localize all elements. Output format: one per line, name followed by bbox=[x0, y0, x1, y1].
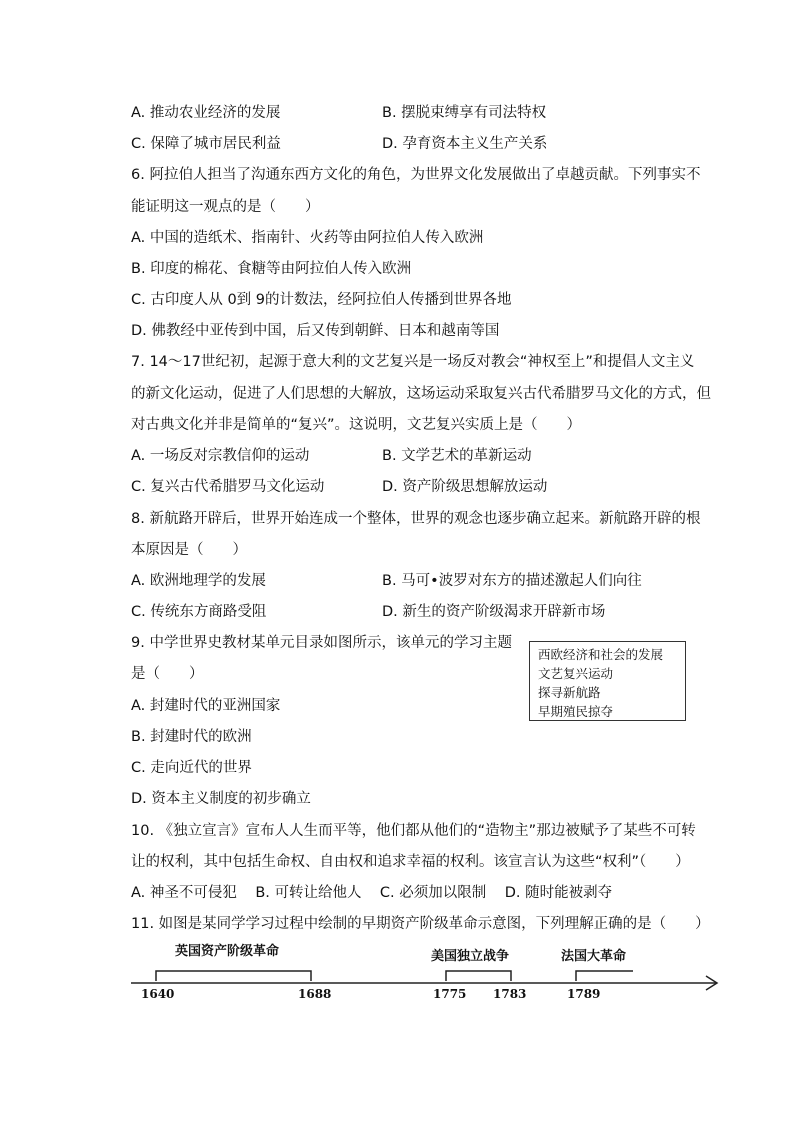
q7-option-d: D. 资产阶级思想解放运动 bbox=[382, 479, 548, 495]
q6-stem-line2: 能证明这一观点的是（ ） bbox=[131, 199, 320, 215]
american-war-bracket bbox=[446, 971, 511, 981]
q7-stem-line3: 对古典文化并非是简单的“复兴”。这说明，文艺复兴实质上是（ ） bbox=[131, 417, 582, 433]
q7-option-b: B. 文学艺术的革新运动 bbox=[382, 448, 532, 464]
q9-box-item: 早期殖民掠夺 bbox=[538, 704, 614, 719]
q9-box-item: 西欧经济和社会的发展 bbox=[538, 647, 664, 662]
q10-stem-line1: 10. 《独立宣言》宣布人人生而平等，他们都从他们的“造物主”那边被赋予了某些不可转 bbox=[131, 823, 696, 839]
q9-option-d: D. 资本主义制度的初步确立 bbox=[131, 791, 311, 807]
q8-option-c: C. 传统东方商路受阻 bbox=[131, 604, 267, 620]
q9-option-a: A. 封建时代的亚洲国家 bbox=[131, 698, 281, 714]
q5-option-d: D. 孕育资本主义生产关系 bbox=[382, 136, 548, 152]
year-1640: 1640 bbox=[141, 987, 175, 1001]
q6-option-c: C. 古印度人从 0到 9的计数法，经阿拉伯人传播到世界各地 bbox=[131, 292, 512, 308]
q9-option-b: B. 封建时代的欧洲 bbox=[131, 729, 252, 745]
q8-option-a: A. 欧洲地理学的发展 bbox=[131, 573, 266, 589]
year-1688: 1688 bbox=[298, 987, 332, 1001]
english-revolution-label: 英国资产阶级革命 bbox=[175, 944, 280, 959]
q6-option-d: D. 佛教经中亚传到中国，后又传到朝鲜、日本和越南等国 bbox=[131, 323, 500, 339]
revolution-timeline bbox=[131, 935, 731, 1015]
french-revolution-bracket bbox=[576, 971, 633, 981]
q9-contents-box bbox=[529, 641, 686, 721]
q5-option-a: A. 推动农业经济的发展 bbox=[131, 105, 281, 121]
q9-stem-line2: 是（ ） bbox=[131, 666, 204, 682]
year-1789: 1789 bbox=[567, 987, 601, 1001]
q8-option-b: B. 马可•波罗对东方的描述激起人们向往 bbox=[382, 573, 642, 589]
french-revolution-label: 法国大革命 bbox=[561, 949, 627, 964]
q8-stem-line2: 本原因是（ ） bbox=[131, 542, 247, 558]
year-1775: 1775 bbox=[433, 987, 467, 1001]
american-war-label: 美国独立战争 bbox=[431, 949, 510, 964]
q6-stem-line1: 6. 阿拉伯人担当了沟通东西方文化的角色，为世界文化发展做出了卓越贡献。下列事实不 bbox=[131, 167, 701, 183]
q7-stem-line2: 的新文化运动，促进了人们思想的大解放，这场运动采取复兴古代希腊罗马文化的方式，但 bbox=[131, 386, 711, 402]
q11-stem: 11. 如图是某同学学习过程中绘制的早期资产阶级革命示意图，下列理解正确的是（ ） bbox=[131, 916, 710, 932]
q8-stem-line1: 8. 新航路开辟后，世界开始连成一个整体，世界的观念也逐步确立起来。新航路开辟的根 bbox=[131, 511, 701, 527]
q7-option-a: A. 一场反对宗教信仰的运动 bbox=[131, 448, 310, 464]
q6-option-b: B. 印度的棉花、食糖等由阿拉伯人传入欧洲 bbox=[131, 261, 412, 277]
q6-option-a: A. 中国的造纸术、指南针、火药等由阿拉伯人传入欧洲 bbox=[131, 230, 484, 246]
q10-options: A. 神圣不可侵犯 B. 可转让给他人 C. 必须加以限制 D. 随时能被剥夺 bbox=[131, 885, 613, 901]
q8-option-d: D. 新生的资产阶级渴求开辟新市场 bbox=[382, 604, 606, 620]
q10-stem-line2: 让的权利，其中包括生命权、自由权和追求幸福的权利。该宣言认为这些“权利”（ ） bbox=[131, 854, 690, 870]
q9-box-item: 文艺复兴运动 bbox=[538, 666, 614, 681]
q7-option-c: C. 复兴古代希腊罗马文化运动 bbox=[131, 479, 325, 495]
q9-stem-line1: 9. 中学世界史教材某单元目录如图所示，该单元的学习主题 bbox=[131, 635, 512, 651]
year-1783: 1783 bbox=[493, 987, 527, 1001]
english-revolution-bracket bbox=[156, 971, 311, 981]
q9-box-item: 探寻新航路 bbox=[538, 685, 601, 700]
q5-option-c: C. 保障了城市居民利益 bbox=[131, 136, 281, 152]
q9-option-c: C. 走向近代的世界 bbox=[131, 760, 252, 776]
q7-stem-line1: 7. 14～17世纪初，起源于意大利的文艺复兴是一场反对教会“神权至上”和提倡人文主义 bbox=[131, 354, 695, 370]
q5-option-b: B. 摆脱束缚享有司法特权 bbox=[382, 105, 547, 121]
